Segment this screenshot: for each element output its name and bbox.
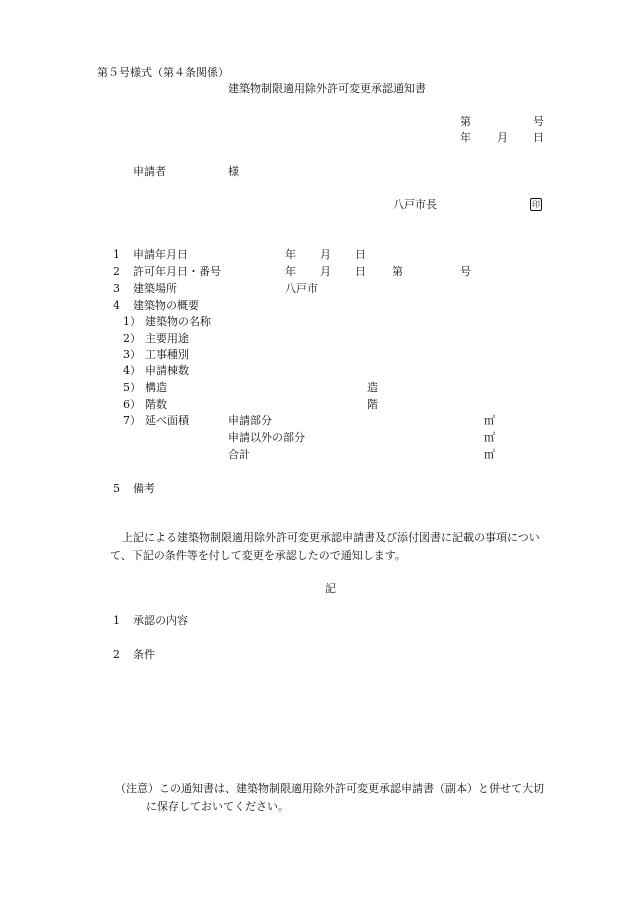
- sub-4-number: 4）: [123, 364, 141, 377]
- seal-mark: 印: [532, 200, 540, 209]
- item-2-label: 許可年月日・番号: [133, 265, 221, 278]
- form-number: 第５号様式（第４条関係）: [97, 66, 229, 79]
- sub-5-unit: 造: [367, 381, 378, 394]
- doc-date-month: 月: [497, 131, 508, 144]
- applicant-honorific: 様: [228, 165, 239, 178]
- item-5-label: 備考: [133, 482, 155, 495]
- note-line-1: （注意）この通知書は、建築物制限適用除外許可変更承認申請書（副本）と併せて大切: [115, 782, 544, 795]
- sub-1-number: 1）: [123, 315, 141, 328]
- doc-number-dai: 第: [460, 115, 471, 128]
- sub-6-label: 階数: [145, 398, 167, 411]
- item-2-number: 2: [113, 265, 120, 278]
- sub-7-label: 延べ面積: [145, 414, 189, 427]
- note-line-2: に保存しておいてください。: [146, 800, 289, 813]
- item-3-value: 八戸市: [285, 282, 318, 295]
- floor-area-total-label: 合計: [228, 448, 250, 461]
- doc-number-go: 号: [533, 115, 544, 128]
- item-1-number: 1: [113, 248, 120, 261]
- sub-5-label: 構造: [145, 381, 167, 394]
- sub-3-label: 工事種別: [145, 348, 189, 361]
- body-text-line-2: て、下記の条件等を付して変更を承認したので通知します。: [110, 549, 406, 562]
- sub-5-number: 5）: [123, 381, 141, 394]
- sub-4-label: 申請棟数: [145, 364, 189, 377]
- body-text-line-1: 上記による建築物制限適用除外許可変更承認申請書及び添付図書に記載の事項につい: [122, 531, 540, 544]
- condition-2-number: 2: [113, 648, 120, 661]
- floor-area-total-unit: ㎡: [484, 448, 495, 461]
- item-2-month: 月: [320, 265, 331, 278]
- doc-date-year: 年: [460, 131, 471, 144]
- sub-3-number: 3）: [123, 348, 141, 361]
- condition-2-label: 条件: [133, 648, 155, 661]
- floor-area-applied-label: 申請部分: [228, 414, 272, 427]
- sub-2-label: 主要用途: [145, 332, 189, 345]
- sub-1-label: 建築物の名称: [145, 315, 211, 328]
- item-1-label: 申請年月日: [133, 248, 188, 261]
- item-2-go: 号: [460, 265, 471, 278]
- item-3-label: 建築場所: [133, 282, 177, 295]
- item-3-number: 3: [113, 282, 120, 295]
- item-2-dai: 第: [392, 265, 403, 278]
- item-5-number: 5: [113, 482, 120, 495]
- item-2-day: 日: [355, 265, 366, 278]
- floor-area-other-label: 申請以外の部分: [228, 431, 305, 444]
- floor-area-applied-unit: ㎡: [484, 414, 495, 427]
- sub-2-number: 2）: [123, 332, 141, 345]
- applicant-label: 申請者: [133, 165, 166, 178]
- item-1-month: 月: [320, 248, 331, 261]
- item-1-day: 日: [355, 248, 366, 261]
- sub-7-number: 7）: [123, 414, 141, 427]
- condition-1-number: 1: [113, 614, 120, 627]
- floor-area-other-unit: ㎡: [484, 431, 495, 444]
- document-title: 建築物制限適用除外許可変更承認通知書: [228, 82, 426, 95]
- sub-6-number: 6）: [123, 398, 141, 411]
- condition-1-label: 承認の内容: [133, 614, 188, 627]
- ki-heading: 記: [325, 582, 336, 595]
- issuer-name: 八戸市長: [393, 198, 437, 211]
- issuer-seal: [530, 197, 542, 211]
- sub-6-unit: 階: [367, 398, 378, 411]
- item-4-label: 建築物の概要: [133, 299, 199, 312]
- doc-date-day: 日: [533, 131, 544, 144]
- item-4-number: 4: [113, 299, 120, 312]
- item-1-year: 年: [285, 248, 296, 261]
- item-2-year: 年: [285, 265, 296, 278]
